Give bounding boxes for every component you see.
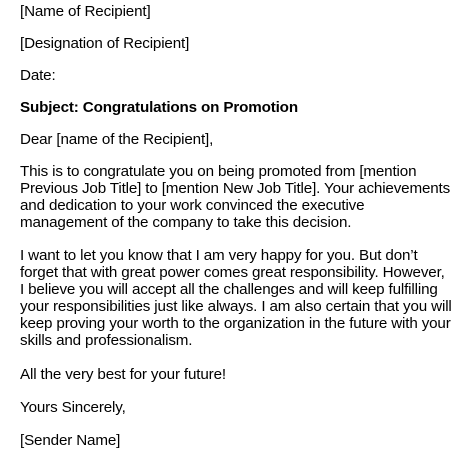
recipient-designation: [Designation of Recipient] bbox=[20, 35, 190, 52]
recipient-name: [Name of Recipient] bbox=[20, 3, 151, 20]
paragraph-2-line: your responsibilities just like always. I am also certain that you will bbox=[20, 298, 452, 315]
closing-wish: All the very best for your future! bbox=[20, 366, 226, 383]
paragraph-2-line: skills and professionalism. bbox=[20, 332, 193, 349]
paragraph-2-line: keep proving your worth to the organization in the future with your bbox=[20, 315, 451, 332]
sender-name: [Sender Name] bbox=[20, 432, 121, 449]
paragraph-1-line: management of the company to take this decision. bbox=[20, 214, 352, 231]
paragraph-2-line: I want to let you know that I am very happy for you. But don’t bbox=[20, 247, 418, 264]
date-label: Date: bbox=[20, 67, 56, 84]
paragraph-1-line: Previous Job Title] to [mention New Job Title]. Your achievements bbox=[20, 180, 451, 197]
salutation: Dear [name of the Recipient], bbox=[20, 131, 214, 148]
paragraph-1-line: and dedication to your work convinced the executive bbox=[20, 197, 365, 214]
paragraph-2-line: forget that with great power comes great responsibility. However, bbox=[20, 264, 445, 281]
closing-phrase: Yours Sincerely, bbox=[20, 399, 126, 416]
paragraph-2-line: I believe you will accept all the challenges and will keep fulfilling bbox=[20, 281, 438, 298]
paragraph-1-line: This is to congratulate you on being promoted from [mention bbox=[20, 163, 417, 180]
subject-line: Subject: Congratulations on Promotion bbox=[20, 99, 298, 116]
